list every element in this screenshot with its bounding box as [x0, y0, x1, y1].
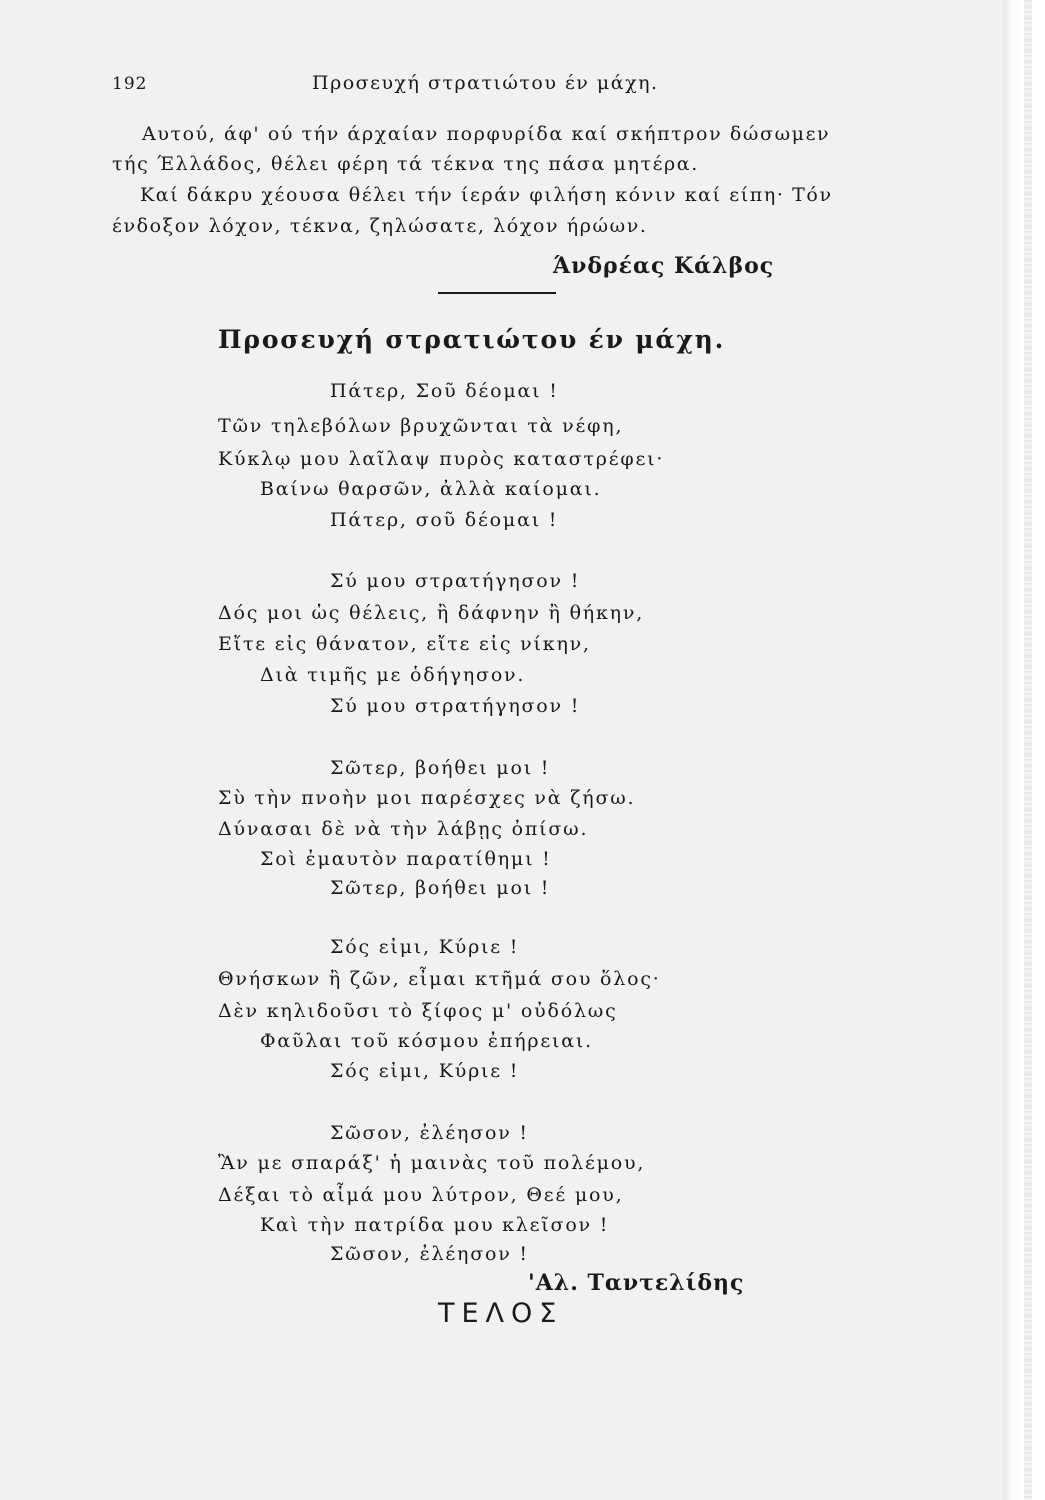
poem-line: Σῶτερ, βοήθει μοι !	[330, 877, 551, 899]
poem-line: Φαῦλαι τοῦ κόσμου ἐπήρειαι.	[260, 1030, 593, 1052]
poem-line: Εἴτε εἰς θάνατον, εἴτε εἰς νίκην,	[218, 633, 591, 655]
poem-line: Πάτερ, Σοῦ δέομαι !	[330, 380, 559, 402]
poem-line: Δύνασαι δὲ νὰ τὴν λάβῃς ὀπίσω.	[218, 818, 589, 840]
poem-line: Τῶν τηλεβόλων βρυχῶνται τὰ νέφη,	[218, 415, 624, 437]
poem-title: Προσευχή στρατιώτου έν μάχη.	[218, 325, 726, 354]
poem-line: Σύ μου στρατήγησον !	[330, 695, 581, 717]
poem-line: Δὲν κηλιδοῦσι τὸ ξίφος μ' οὐδόλως	[218, 1000, 618, 1022]
page-edge	[1024, 0, 1032, 1500]
poem-line: Σός εἰμι, Κύριε !	[330, 936, 520, 958]
poem-line: Σῶσον, ἐλέησον !	[330, 1243, 529, 1265]
poem-line: Πάτερ, σοῦ δέομαι !	[330, 509, 559, 531]
prose-line: τής Έλλάδος, θέλει φέρη τά τέκνα της πάσα μητέρα.	[112, 153, 699, 175]
poem-line: Θνήσκων ἢ ζῶν, εἶμαι κτῆμά σου ὅλος·	[218, 968, 661, 990]
poem-line: Διὰ τιμῆς με ὁδήγησον.	[260, 664, 526, 686]
poem-line: Σῶσον, ἐλέησον !	[330, 1122, 529, 1144]
prose-line: Αυτού, άφ' ού τήν άρχαίαν πορφυρίδα καί σκήπτρον δώσωμεν	[142, 123, 831, 145]
end-mark: ΤΕΛΟΣ	[438, 1298, 564, 1329]
poem-line: Ἂν με σπαράξ' ἡ μαινὰς τοῦ πολέμου,	[218, 1152, 646, 1174]
poem-line: Δός μοι ὡς θέλεις, ἢ δάφνην ἢ θήκην,	[218, 602, 645, 624]
author-signature: 'Αλ. Ταντελίδης	[528, 1270, 745, 1296]
poem-line: Σῶτερ, βοήθει μοι !	[330, 757, 551, 779]
poem-line: Σὺ τὴν πνοὴν μοι παρέσχες νὰ ζήσω.	[218, 787, 636, 809]
poem-line: Σός εἰμι, Κύριε !	[330, 1060, 520, 1082]
section-divider	[438, 292, 556, 294]
page-number: 192	[112, 74, 148, 94]
running-title: Προσευχή στρατιώτου έν μάχη.	[312, 72, 659, 94]
poem-line: Σύ μου στρατήγησον !	[330, 570, 581, 592]
author-signature: Άνδρέας Κάλβος	[553, 253, 775, 279]
poem-line: Καὶ τὴν πατρίδα μου κλεῖσον !	[260, 1214, 610, 1236]
poem-line: Σοὶ ἐμαυτὸν παρατίθημι !	[260, 848, 552, 870]
prose-line: Καί δάκρυ χέουσα θέλει τήν ίεράν φιλήση κόνιν καί είπη· Τόν	[140, 184, 833, 206]
prose-line: ένδοξον λόχον, τέκνα, ζηλώσατε, λόχον ήρώων.	[112, 215, 648, 237]
poem-line: Δέξαι τὸ αἷμά μου λύτρον, Θεέ μου,	[218, 1184, 624, 1206]
poem-line: Βαίνω θαρσῶν, ἀλλὰ καίομαι.	[260, 478, 602, 500]
poem-line: Κύκλῳ μου λαῖλαψ πυρὸς καταστρέφει·	[218, 448, 665, 470]
